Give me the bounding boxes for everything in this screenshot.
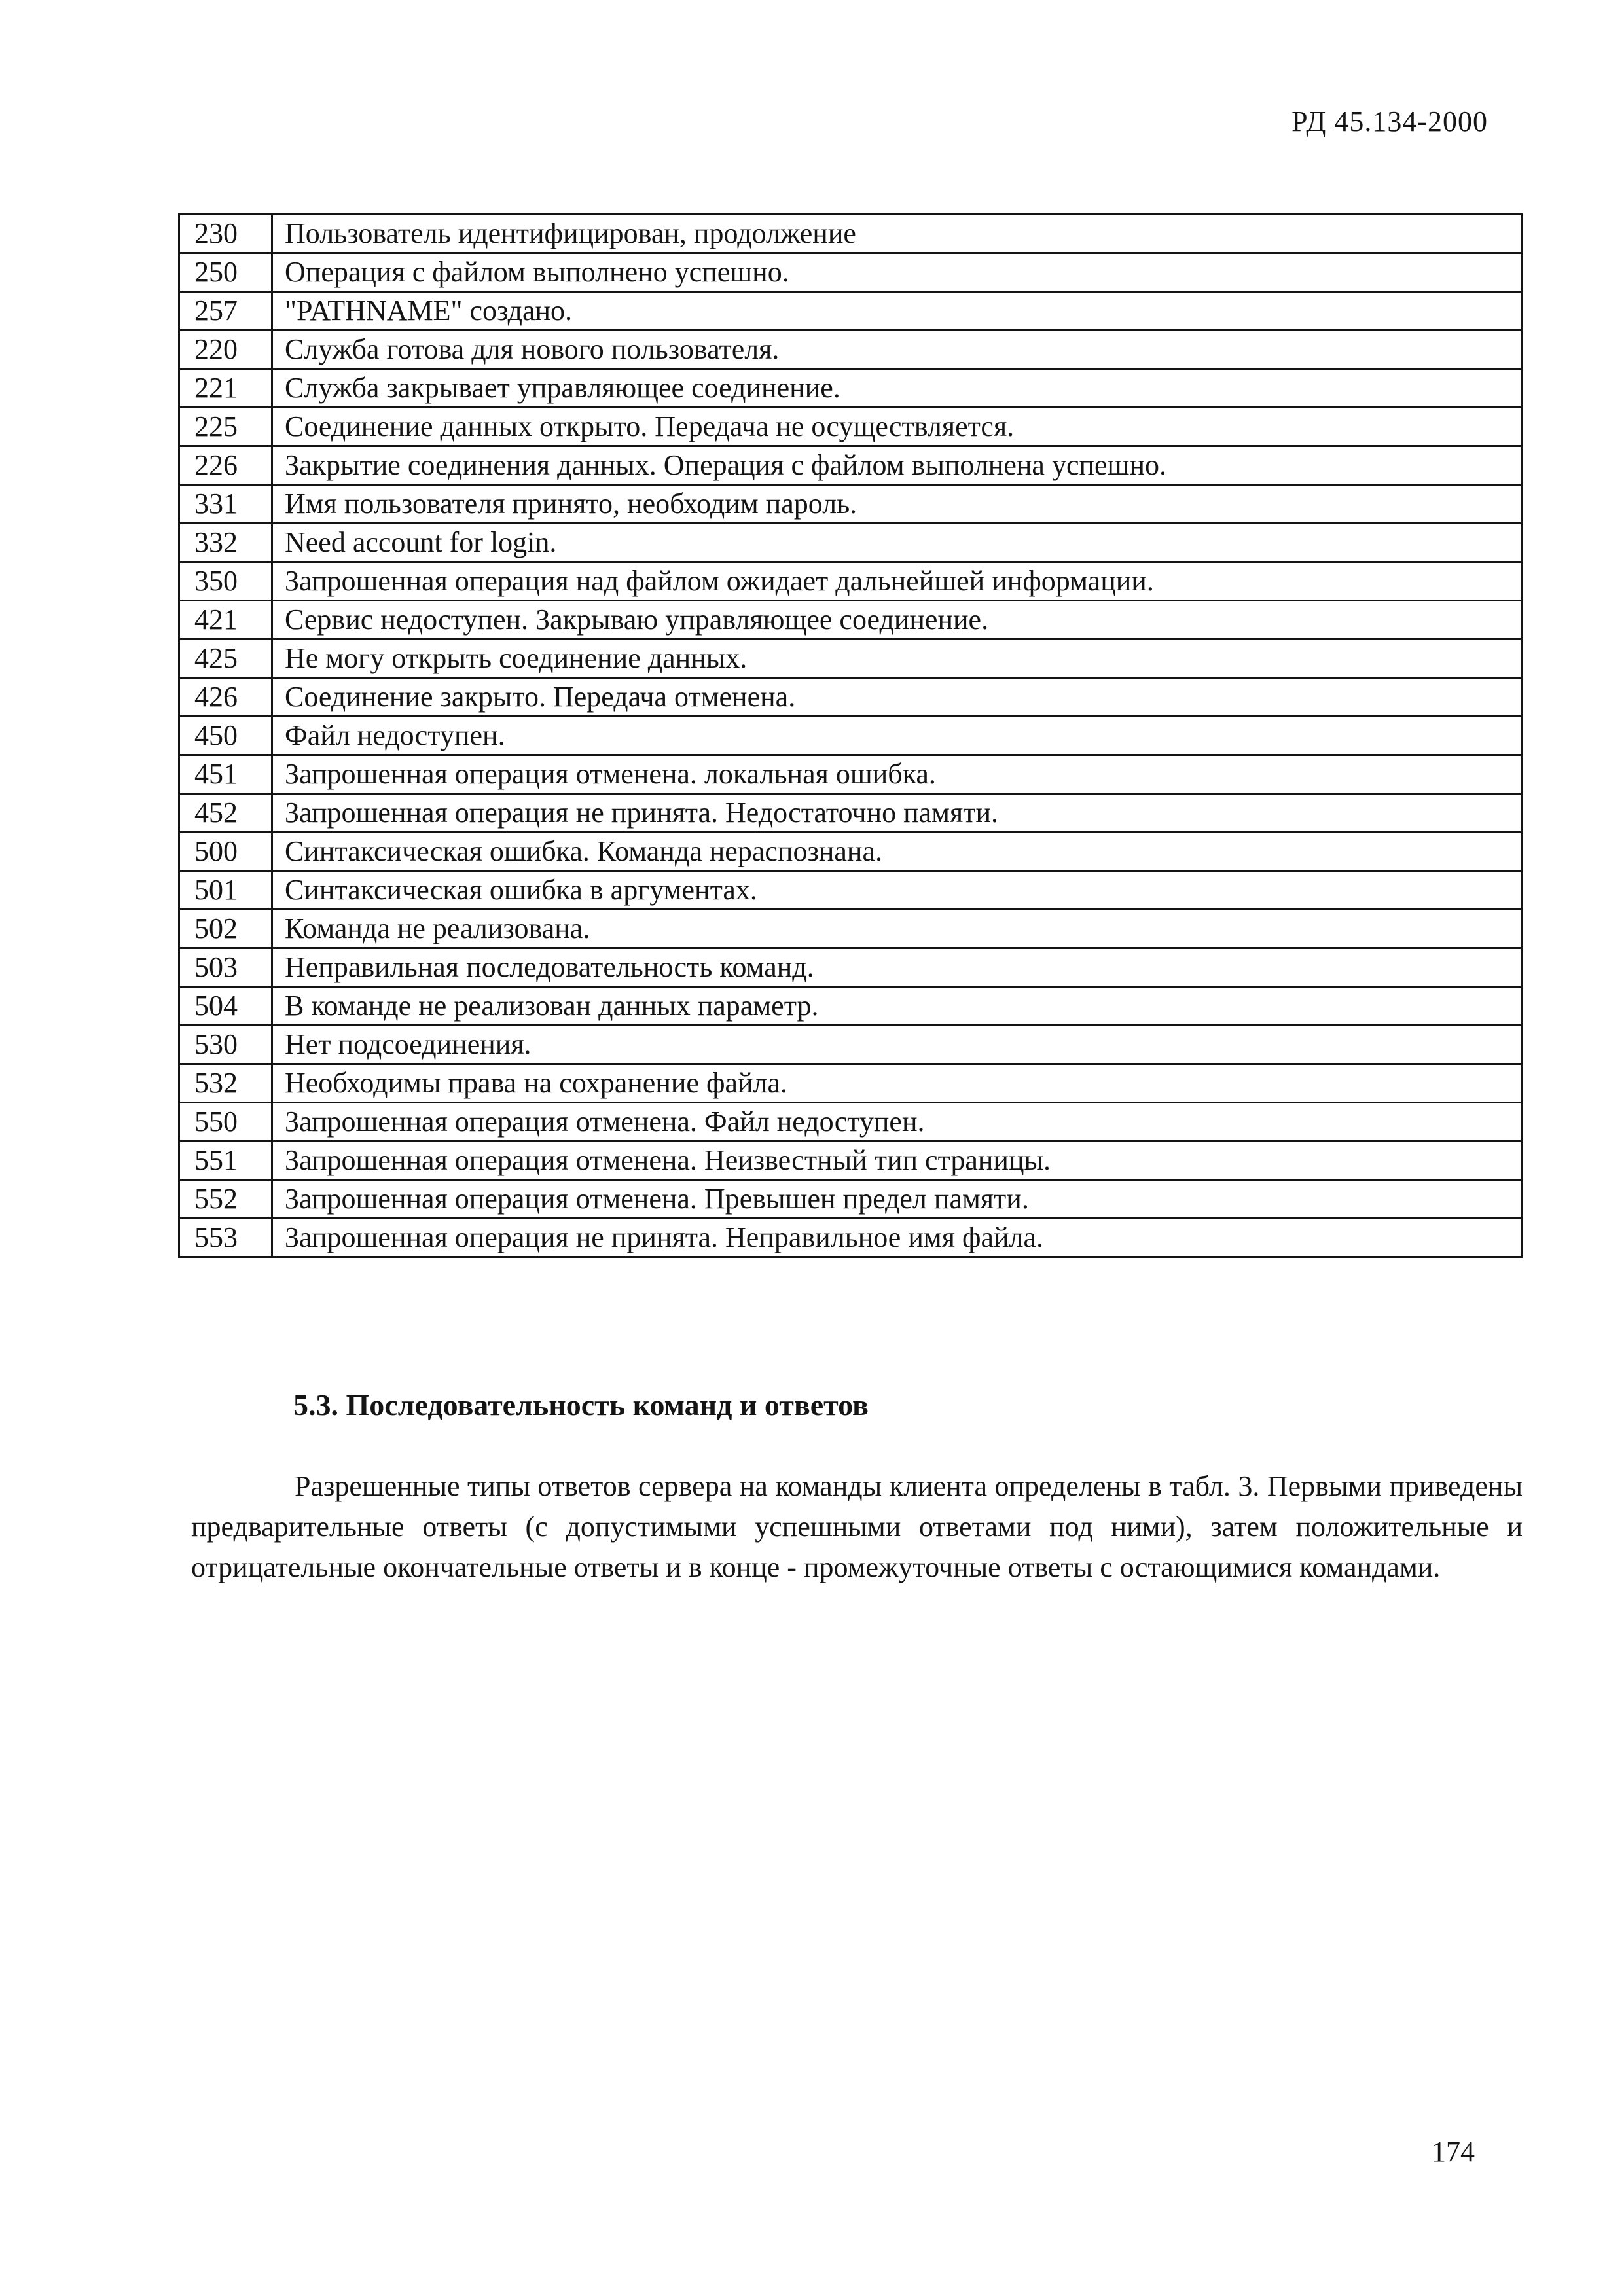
reply-code-cell: 331 xyxy=(179,485,272,524)
table-row xyxy=(179,639,1522,678)
reply-text-cell: Запрошенная операция отменена. Неизвестный тип страницы. xyxy=(272,1141,1522,1180)
reply-code-cell: 350 xyxy=(179,562,272,601)
table-row xyxy=(179,485,1522,524)
reply-code-cell: 221 xyxy=(179,369,272,408)
reply-text-cell: Не могу открыть соединение данных. xyxy=(272,639,1522,678)
reply-code-cell: 450 xyxy=(179,717,272,755)
table-row xyxy=(179,833,1522,871)
reply-code-cell: 500 xyxy=(179,833,272,871)
reply-text-cell: Need account for login. xyxy=(272,524,1522,562)
reply-text-cell: Запрошенная операция не принята. Неправильное имя файла. xyxy=(272,1219,1522,1257)
table-row xyxy=(179,1180,1522,1219)
reply-code-cell: 530 xyxy=(179,1026,272,1064)
reply-code-cell: 230 xyxy=(179,215,272,253)
reply-code-cell: 551 xyxy=(179,1141,272,1180)
reply-text-cell: Синтаксическая ошибка. Команда нераспознана. xyxy=(272,833,1522,871)
table-row xyxy=(179,755,1522,794)
table-row xyxy=(179,678,1522,717)
reply-text-cell: Запрошенная операция над файлом ожидает дальнейшей информации. xyxy=(272,562,1522,601)
table-row xyxy=(179,446,1522,485)
reply-text-cell: Запрошенная операция не принята. Недостаточно памяти. xyxy=(272,794,1522,833)
reply-code-cell: 502 xyxy=(179,910,272,948)
reply-text-cell: Операция с файлом выполнено успешно. xyxy=(272,253,1522,292)
table-row xyxy=(179,253,1522,292)
reply-code-cell: 225 xyxy=(179,408,272,446)
page-number: 174 xyxy=(1432,2136,1475,2168)
reply-code-cell: 426 xyxy=(179,678,272,717)
table-row xyxy=(179,910,1522,948)
table-row xyxy=(179,292,1522,331)
table-row xyxy=(179,987,1522,1026)
reply-text-cell: Файл недоступен. xyxy=(272,717,1522,755)
reply-text-cell: Команда не реализована. xyxy=(272,910,1522,948)
reply-text-cell: Нет подсоединения. xyxy=(272,1026,1522,1064)
body-paragraph: Разрешенные типы ответов сервера на команды клиента определены в табл. 3. Первыми приведены предварительные ответы (с допустимыми успешными ответами под ними), затем положительные и отрицательные окончательные ответы и в конце - промежуточные ответы с остающимися командами. xyxy=(191,1470,1523,1583)
section-heading: 5.3. Последовательность команд и ответов xyxy=(293,1388,869,1422)
reply-code-cell: 452 xyxy=(179,794,272,833)
table-row xyxy=(179,369,1522,408)
reply-code-cell: 257 xyxy=(179,292,272,331)
table-row xyxy=(179,1026,1522,1064)
table-row xyxy=(179,871,1522,910)
reply-text-cell: Сервис недоступен. Закрываю управляющее соединение. xyxy=(272,601,1522,639)
reply-text-cell: Необходимы права на сохранение файла. xyxy=(272,1064,1522,1103)
table-row xyxy=(179,408,1522,446)
table-row xyxy=(179,1064,1522,1103)
reply-code-cell: 553 xyxy=(179,1219,272,1257)
reply-code-cell: 552 xyxy=(179,1180,272,1219)
reply-text-cell: Закрытие соединения данных. Операция с файлом выполнена успешно. xyxy=(272,446,1522,485)
reply-text-cell: Запрошенная операция отменена. локальная ошибка. xyxy=(272,755,1522,794)
reply-code-cell: 501 xyxy=(179,871,272,910)
reply-code-cell: 532 xyxy=(179,1064,272,1103)
reply-text-cell: Запрошенная операция отменена. Файл недоступен. xyxy=(272,1103,1522,1141)
table-row xyxy=(179,794,1522,833)
reply-text-cell: Запрошенная операция отменена. Превышен предел памяти. xyxy=(272,1180,1522,1219)
table-row xyxy=(179,524,1522,562)
table-row xyxy=(179,948,1522,987)
table-row xyxy=(179,1219,1522,1257)
reply-codes-table-body xyxy=(179,215,1522,1257)
table-row xyxy=(179,717,1522,755)
reply-text-cell: Синтаксическая ошибка в аргументах. xyxy=(272,871,1522,910)
reply-text-cell: В команде не реализован данных параметр. xyxy=(272,987,1522,1026)
reply-text-cell: "PATHNAME" создано. xyxy=(272,292,1522,331)
table-row xyxy=(179,601,1522,639)
table-row xyxy=(179,331,1522,369)
table-row xyxy=(179,1103,1522,1141)
table-row xyxy=(179,215,1522,253)
reply-code-cell: 226 xyxy=(179,446,272,485)
reply-code-cell: 421 xyxy=(179,601,272,639)
reply-text-cell: Служба готова для нового пользователя. xyxy=(272,331,1522,369)
reply-code-cell: 425 xyxy=(179,639,272,678)
reply-text-cell: Соединение данных открыто. Передача не осуществляется. xyxy=(272,408,1522,446)
reply-text-cell: Имя пользователя принято, необходим пароль. xyxy=(272,485,1522,524)
reply-codes-table xyxy=(178,213,1523,1258)
reply-code-cell: 451 xyxy=(179,755,272,794)
table-row xyxy=(179,562,1522,601)
reply-code-cell: 220 xyxy=(179,331,272,369)
reply-text-cell: Неправильная последовательность команд. xyxy=(272,948,1522,987)
reply-code-cell: 332 xyxy=(179,524,272,562)
reply-text-cell: Пользователь идентифицирован, продолжение xyxy=(272,215,1522,253)
reply-code-cell: 550 xyxy=(179,1103,272,1141)
reply-code-cell: 503 xyxy=(179,948,272,987)
table-row xyxy=(179,1141,1522,1180)
document-code: РД 45.134-2000 xyxy=(1291,105,1488,137)
reply-text-cell: Соединение закрыто. Передача отменена. xyxy=(272,678,1522,717)
reply-text-cell: Служба закрывает управляющее соединение. xyxy=(272,369,1522,408)
reply-code-cell: 504 xyxy=(179,987,272,1026)
reply-code-cell: 250 xyxy=(179,253,272,292)
